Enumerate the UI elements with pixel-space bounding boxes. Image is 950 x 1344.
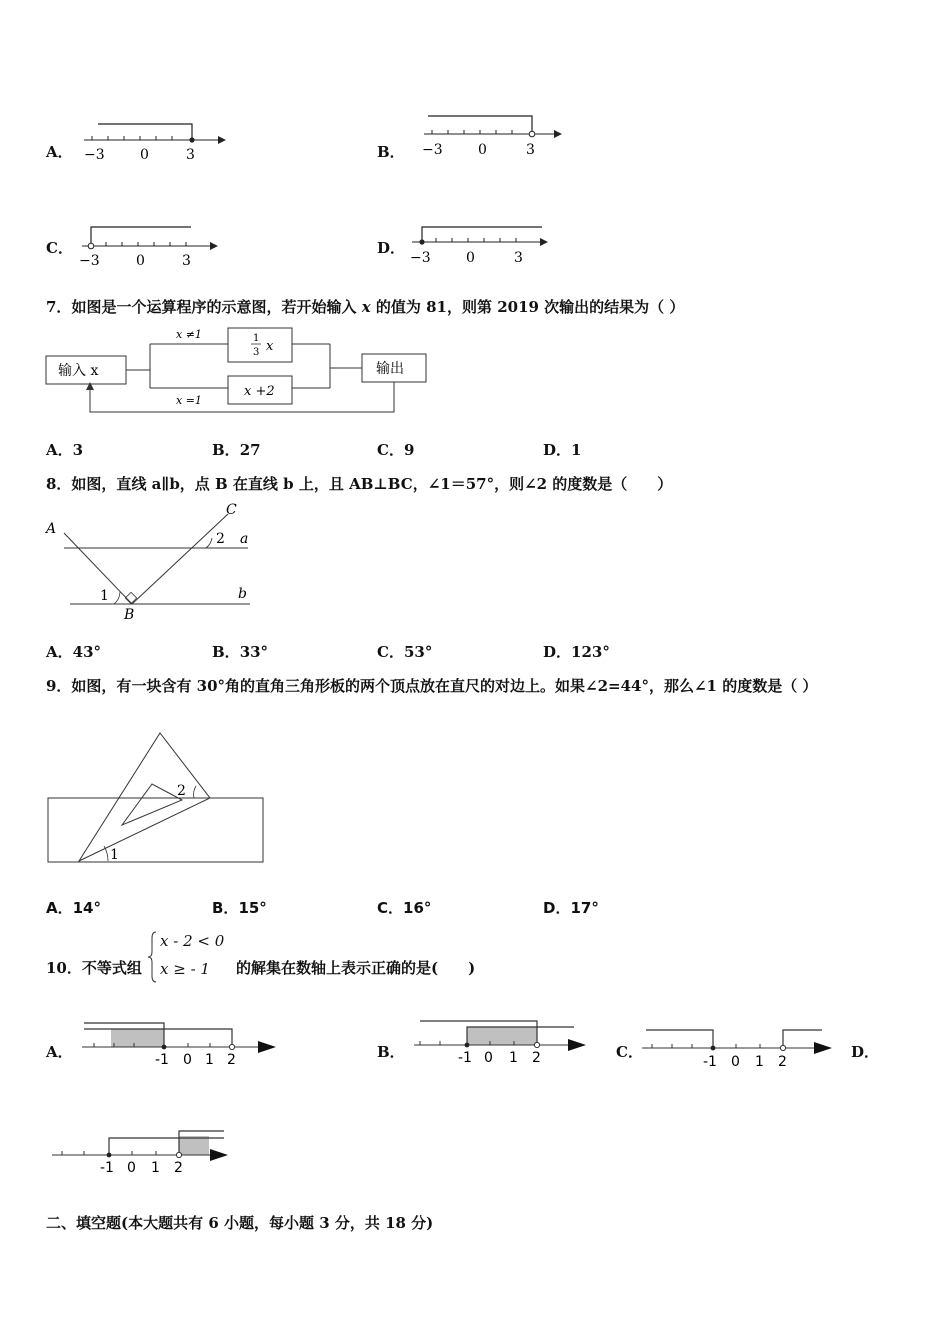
tick-label: 0 — [127, 1160, 136, 1176]
q6-option-a-letter[interactable]: A． — [46, 143, 73, 161]
q7-choice-b[interactable]: B．27 — [212, 441, 261, 459]
q9-figure — [44, 728, 270, 868]
q7-stem-b: 的值为 81，则第 2019 次输出的结果为（ ） — [375, 298, 685, 316]
q10-number: 10．不等式组 — [46, 959, 142, 977]
tick-label: 2 — [778, 1054, 787, 1070]
q7-var-x: x — [361, 298, 371, 316]
q9-stem: 9．如图，有一块含有 30°角的直角三角形板的两个顶点放在直尺的对边上。如果∠2=44°，那么∠1 的度数是（ ） — [46, 677, 818, 695]
q8-choice-b[interactable]: B．33° — [212, 643, 269, 661]
q7-choice-c[interactable]: C．9 — [377, 441, 415, 459]
label-a: a — [240, 531, 249, 547]
q10-option-a-letter[interactable]: A． — [46, 1043, 73, 1061]
angle-2: 2 — [216, 531, 225, 547]
q7-number: 7． — [46, 298, 72, 316]
cond-bottom-label: x =1 — [176, 394, 202, 407]
tick-label: −3 — [410, 250, 431, 266]
tick-label: 3 — [526, 142, 535, 158]
q6-option-c-letter[interactable]: C． — [46, 239, 73, 257]
segment-ab — [64, 533, 132, 604]
tick-label: 2 — [227, 1052, 236, 1068]
q7-stem-a: 如图是一个运算程序的示意图，若开始输入 — [71, 298, 357, 316]
frac-num: 1 — [253, 333, 260, 344]
label-C: C — [226, 502, 237, 518]
frac-var: x — [266, 339, 274, 354]
q9-choice-a[interactable]: A．14° — [46, 899, 101, 917]
tick-label: -1 — [155, 1052, 169, 1068]
tick-label: 0 — [140, 147, 149, 163]
q10-ineq-2: x ≥ - 1 — [160, 960, 210, 978]
q7-stem — [46, 296, 684, 317]
q6-option-b-letter[interactable]: B． — [377, 143, 405, 161]
q10-option-a-numberline — [80, 1018, 280, 1070]
q9-choice-b[interactable]: B．15° — [212, 899, 267, 917]
tick-label: −3 — [84, 147, 105, 163]
tick-label: 0 — [466, 250, 475, 266]
tick-label: 0 — [484, 1050, 493, 1066]
q6-option-c-numberline — [76, 218, 226, 268]
q7-choice-d[interactable]: D．1 — [543, 441, 582, 459]
q9-choice-d[interactable]: D．17° — [543, 899, 599, 917]
tick-label: -1 — [100, 1160, 114, 1176]
tick-label: 2 — [532, 1050, 541, 1066]
tick-label: 0 — [136, 253, 145, 268]
q9-choice-c[interactable]: C．16° — [377, 899, 432, 917]
frac-den: 3 — [253, 347, 260, 358]
tick-label: 3 — [182, 253, 191, 268]
q8-figure — [40, 498, 270, 628]
q7-choice-a[interactable]: A．3 — [46, 441, 84, 459]
q7-flowchart — [40, 322, 440, 417]
q8-choice-c[interactable]: C．53° — [377, 643, 433, 661]
angle-1: 1 — [110, 847, 119, 863]
q6-option-a-numberline — [78, 118, 228, 166]
tick-label: 1 — [509, 1050, 518, 1066]
angle-2: 2 — [177, 783, 186, 799]
tick-label: 1 — [205, 1052, 214, 1068]
tick-label: 3 — [514, 250, 523, 266]
add-label: x +2 — [244, 384, 275, 399]
angle-1: 1 — [100, 588, 109, 604]
q8-stem: 8．如图，直线 a∥b，点 B 在直线 b 上，且 AB⊥BC，∠1＝57°，则∠2 的度数是（ ） — [46, 475, 673, 493]
tick-label: -1 — [703, 1054, 717, 1070]
tick-label: 1 — [755, 1054, 764, 1070]
label-A: A — [46, 521, 57, 537]
q10-ineq-1: x - 2 < 0 — [160, 932, 225, 950]
right-angle-mark — [125, 592, 136, 603]
tick-label: 0 — [478, 142, 487, 158]
q10-option-c-numberline — [640, 1022, 840, 1072]
section-2-title: 二、填空题(本大题共有 6 小题，每小题 3 分，共 18 分) — [46, 1214, 434, 1232]
segment-bc — [132, 514, 228, 604]
ruler — [48, 798, 263, 862]
tick-label: -1 — [458, 1050, 472, 1066]
q10-option-b-letter[interactable]: B． — [377, 1043, 405, 1061]
input-label: 输入 x — [58, 363, 99, 379]
tick-label: 0 — [183, 1052, 192, 1068]
tick-label: 0 — [731, 1054, 740, 1070]
output-label: 输出 — [376, 361, 404, 377]
q10-option-d-numberline — [48, 1126, 238, 1178]
q6-option-b-numberline — [418, 108, 568, 160]
q8-choice-a[interactable]: A．43° — [46, 643, 102, 661]
tick-label: 2 — [174, 1160, 183, 1176]
q6-option-d-numberline — [406, 218, 556, 268]
q6-option-d-letter[interactable]: D． — [377, 239, 406, 257]
q10-option-c-letter[interactable]: C． — [616, 1043, 643, 1061]
q8-choice-d[interactable]: D．123° — [543, 643, 610, 661]
q10-option-b-numberline — [412, 1014, 592, 1066]
frac-box — [228, 328, 292, 362]
q10-option-d-letter[interactable]: D． — [851, 1043, 880, 1061]
tick-label: −3 — [422, 142, 443, 158]
label-b: b — [238, 586, 247, 602]
label-B: B — [124, 607, 135, 623]
tick-label: 3 — [186, 147, 195, 163]
tick-label: −3 — [79, 253, 100, 268]
tick-label: 1 — [151, 1160, 160, 1176]
q10-stem-tail: 的解集在数轴上表示正确的是( ) — [236, 959, 476, 977]
cond-top-label: x ≠1 — [176, 328, 202, 341]
